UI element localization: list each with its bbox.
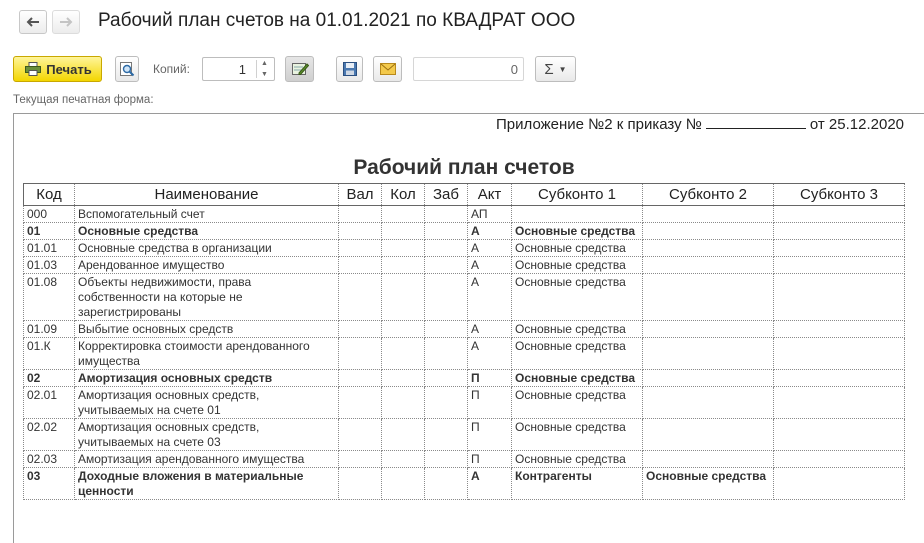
cell-empty (382, 257, 425, 274)
cell-empty (382, 274, 425, 321)
mail-button[interactable] (373, 56, 402, 82)
cell-sub2 (643, 419, 774, 451)
accounts-table (23, 183, 905, 500)
cell-name: Арендованное имущество (75, 257, 339, 274)
cell-sub3 (774, 468, 905, 500)
cell-code: 01.01 (24, 240, 75, 257)
cell-code: 02.01 (24, 387, 75, 419)
sum-value: 0 (510, 62, 518, 77)
cell-code: 01.К (24, 338, 75, 370)
cell-act: П (468, 451, 512, 468)
copies-label: Копий: (153, 62, 190, 76)
cell-code: 01.08 (24, 274, 75, 321)
table-row (24, 387, 905, 419)
cell-code: 02 (24, 370, 75, 387)
reference-date: от 25.12.2020 (809, 116, 904, 133)
cell-empty (425, 387, 468, 419)
printer-icon (25, 62, 41, 76)
cell-empty (382, 240, 425, 257)
cell-empty (425, 338, 468, 370)
cell-name: Основные средства (75, 223, 339, 240)
table-row (24, 274, 905, 321)
table-header-row (24, 184, 905, 206)
cell-sub2 (643, 257, 774, 274)
preview-button[interactable] (115, 56, 139, 82)
print-button-label: Печать (46, 61, 92, 77)
table-row (24, 468, 905, 500)
cell-empty (339, 419, 382, 451)
table-row (24, 223, 905, 240)
cell-act: П (468, 387, 512, 419)
cell-sub2 (643, 387, 774, 419)
chevron-down-icon: ▼ (558, 64, 567, 74)
cell-code: 02.02 (24, 419, 75, 451)
cell-code: 01 (24, 223, 75, 240)
window-title: Рабочий план счетов на 01.01.2021 по КВАДРАТ ООО (98, 10, 576, 31)
cell-name: Амортизация основных средств, учитываемых на счете 03 (75, 419, 339, 451)
table-row (24, 419, 905, 451)
cell-sub1: Основные средства (512, 451, 643, 468)
cell-act: А (468, 321, 512, 338)
cell-code: 000 (24, 206, 75, 223)
cell-sub1: Основные средства (512, 240, 643, 257)
cell-act: А (468, 468, 512, 500)
cell-name: Выбытие основных средств (75, 321, 339, 338)
cell-sub2 (643, 370, 774, 387)
cell-empty (382, 468, 425, 500)
cell-name: Вспомогательный счет (75, 206, 339, 223)
cell-sub2 (643, 274, 774, 321)
copies-value: 1 (238, 62, 246, 77)
preview-icon (119, 61, 135, 77)
column-header: Заб (425, 184, 468, 206)
column-header: Акт (468, 184, 512, 206)
cell-sub3 (774, 419, 905, 451)
cell-empty (425, 419, 468, 451)
reference-blank-line (706, 116, 806, 129)
document-reference (496, 116, 904, 133)
cell-sub3 (774, 370, 905, 387)
cell-empty (339, 240, 382, 257)
cell-sub2 (643, 206, 774, 223)
cell-empty (425, 223, 468, 240)
cell-sub1: Основные средства (512, 338, 643, 370)
cell-empty (339, 338, 382, 370)
cell-empty (339, 468, 382, 500)
document-title: Рабочий план счетов (353, 156, 575, 179)
cell-empty (339, 223, 382, 240)
cell-empty (339, 370, 382, 387)
cell-empty (425, 468, 468, 500)
cell-sub3 (774, 206, 905, 223)
cell-name: Амортизация основных средств (75, 370, 339, 387)
column-header: Наименование (75, 184, 339, 206)
cell-name: Доходные вложения в материальные ценности (75, 468, 339, 500)
mail-icon (380, 63, 396, 75)
cell-act: А (468, 223, 512, 240)
cell-name: Объекты недвижимости, права собственности на которые не зарегистрированы (75, 274, 339, 321)
cell-empty (382, 321, 425, 338)
forward-button[interactable] (52, 10, 80, 34)
table-row (24, 206, 905, 223)
cell-sub2 (643, 240, 774, 257)
cell-sub1: Основные средства (512, 321, 643, 338)
cell-act: П (468, 370, 512, 387)
table-row (24, 240, 905, 257)
print-form-document[interactable] (13, 113, 924, 543)
spin-down-icon[interactable]: ▼ (261, 71, 268, 78)
copies-input[interactable] (202, 57, 275, 81)
column-header: Субконто 1 (512, 184, 643, 206)
forward-arrow-icon (59, 17, 73, 27)
cell-act: АП (468, 206, 512, 223)
cell-name: Основные средства в организации (75, 240, 339, 257)
table-row (24, 257, 905, 274)
cell-sub3 (774, 321, 905, 338)
cell-sub3 (774, 223, 905, 240)
cell-sub3 (774, 257, 905, 274)
edit-button[interactable] (285, 56, 314, 82)
cell-code: 01.03 (24, 257, 75, 274)
back-button[interactable] (19, 10, 47, 34)
edit-icon (291, 61, 309, 77)
column-header: Субконто 2 (643, 184, 774, 206)
table-row (24, 321, 905, 338)
cell-sub2 (643, 451, 774, 468)
cell-act: А (468, 274, 512, 321)
cell-sub2 (643, 321, 774, 338)
cell-empty (382, 387, 425, 419)
cell-sub3 (774, 451, 905, 468)
cell-empty (339, 274, 382, 321)
copies-spinner[interactable] (256, 60, 272, 78)
cell-sub2: Основные средства (643, 468, 774, 500)
cell-empty (382, 419, 425, 451)
cell-empty (382, 206, 425, 223)
cell-sub1: Основные средства (512, 274, 643, 321)
sum-field (413, 57, 524, 81)
current-print-form-label: Текущая печатная форма: (13, 94, 154, 106)
back-arrow-icon (26, 17, 40, 27)
cell-act: А (468, 257, 512, 274)
cell-sub1: Контрагенты (512, 468, 643, 500)
cell-sub3 (774, 387, 905, 419)
cell-empty (425, 257, 468, 274)
print-button[interactable] (13, 56, 102, 82)
cell-name: Корректировка стоимости арендованного имущества (75, 338, 339, 370)
cell-empty (425, 370, 468, 387)
cell-empty (425, 206, 468, 223)
cell-act: А (468, 338, 512, 370)
spin-up-icon[interactable]: ▲ (261, 60, 268, 67)
cell-sub1: Основные средства (512, 223, 643, 240)
cell-empty (425, 321, 468, 338)
column-header: Субконто 3 (774, 184, 905, 206)
title-bar (0, 0, 924, 44)
cell-sub1: Основные средства (512, 419, 643, 451)
cell-sub1 (512, 206, 643, 223)
cell-act: П (468, 419, 512, 451)
toolbar (0, 54, 924, 86)
cell-empty (339, 206, 382, 223)
cell-empty (425, 451, 468, 468)
cell-sub3 (774, 274, 905, 321)
save-icon (343, 62, 357, 76)
cell-code: 01.09 (24, 321, 75, 338)
cell-code: 02.03 (24, 451, 75, 468)
cell-act: А (468, 240, 512, 257)
cell-empty (339, 321, 382, 338)
cell-empty (339, 387, 382, 419)
cell-name: Амортизация основных средств, учитываемых на счете 01 (75, 387, 339, 419)
cell-empty (382, 370, 425, 387)
cell-code: 03 (24, 468, 75, 500)
cell-sub2 (643, 338, 774, 370)
cell-sub1: Основные средства (512, 387, 643, 419)
column-header: Код (24, 184, 75, 206)
sum-menu-button[interactable] (535, 56, 576, 82)
cell-sub1: Основные средства (512, 370, 643, 387)
save-button[interactable] (336, 56, 363, 82)
table-row (24, 338, 905, 370)
reference-text: Приложение №2 к приказу № (496, 116, 702, 133)
table-row (24, 451, 905, 468)
cell-empty (382, 451, 425, 468)
column-header: Кол (382, 184, 425, 206)
cell-name: Амортизация арендованного имущества (75, 451, 339, 468)
cell-empty (339, 451, 382, 468)
cell-empty (425, 240, 468, 257)
column-header: Вал (339, 184, 382, 206)
cell-empty (339, 257, 382, 274)
cell-sub3 (774, 338, 905, 370)
cell-empty (382, 338, 425, 370)
cell-sub1: Основные средства (512, 257, 643, 274)
cell-empty (382, 223, 425, 240)
cell-sub3 (774, 240, 905, 257)
table-row (24, 370, 905, 387)
cell-empty (425, 274, 468, 321)
sigma-icon: Σ (544, 60, 554, 78)
cell-sub2 (643, 223, 774, 240)
